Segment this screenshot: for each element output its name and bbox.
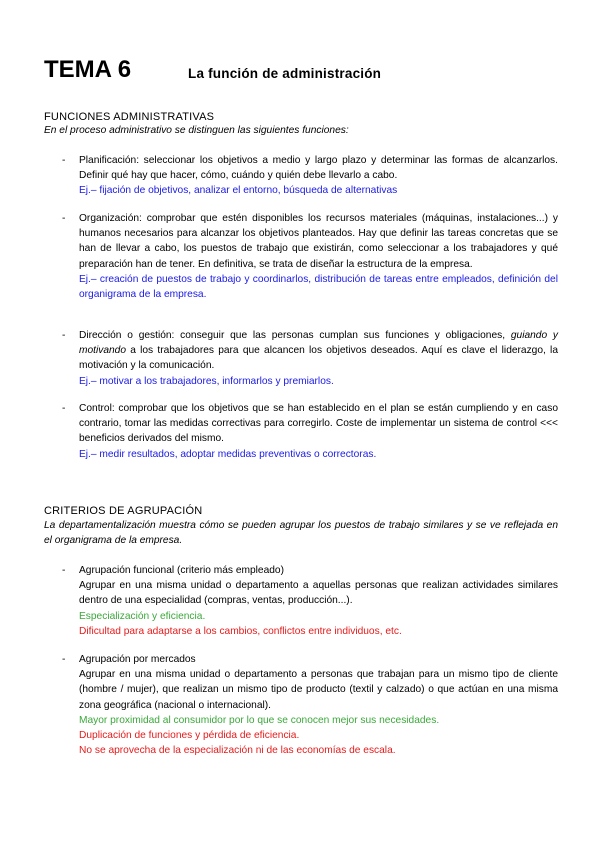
bullet-dash: - <box>62 213 66 224</box>
item-description: Control: comprobar que los objetivos que se han establecido en el plan se están cumpliendo y en caso contrario, tomar las medidas correctivas para corregirlo. Coste de implementar un sistema de control <<< beneficios derivados del mismo. <box>79 403 558 445</box>
item-text-end: a los trabajadores para que alcancen los objetivos deseados. Aquí es clave el liderazgo, la motivación y la comunicación. <box>79 345 558 372</box>
section-intro-funciones: En el proceso administrativo se distinguen las siguientes funciones: <box>44 125 349 136</box>
item-text-start: Dirección o gestión: conseguir que las personas cumplan sus funciones y obligaciones, <box>79 330 506 341</box>
item-description: Agrupar en una misma unidad o departamento a personas que trabajan para un mismo tipo de cliente (hombre / mujer), que realizan un mismo tipo de producto (textil y calzado) o que actúan en una misma zona geográfica (nacional o internacional). <box>79 669 558 711</box>
list-item-planificacion <box>62 153 558 199</box>
list-item-agrupacion-funcional <box>62 563 558 639</box>
item-example: Ej.– creación de puestos de trabajo y coordinarlos, distribución de tareas entre empleados, definición del organigrama de la empresa. <box>79 273 558 301</box>
item-example: Ej.– motivar a los trabajadores, informarlos y premiarlos. <box>79 375 334 387</box>
item-disadvantage: Dificultad para adaptarse a los cambios, conflictos entre individuos, etc. <box>79 625 402 637</box>
item-disadvantage: No se aprovecha de la especialización ni de las economías de escala. <box>79 745 396 757</box>
bullet-dash: - <box>62 330 66 341</box>
item-text-emphasis: guiando y motivando <box>79 330 558 357</box>
bullet-dash: - <box>62 565 66 576</box>
topic-number: TEMA 6 <box>44 56 132 83</box>
list-item-control <box>62 401 558 462</box>
item-advantage: Mayor proximidad al consumidor por lo que se conocen mejor sus necesidades. <box>79 714 440 726</box>
item-advantage: Especialización y eficiencia. <box>79 610 206 622</box>
item-description: Agrupar en una misma unidad o departamento a aquellas personas que realizan actividades similares dentro de una especialidad (compras, ventas, producción...). <box>79 580 558 607</box>
item-example: Ej.– medir resultados, adoptar medidas preventivas o correctoras. <box>79 448 377 460</box>
section-heading-funciones: FUNCIONES ADMINISTRATIVAS <box>44 111 215 123</box>
item-description: Planificación: seleccionar los objetivos a medio y largo plazo y determinar las formas de alcanzarlos. Definir qué hay que hacer, cómo, cuándo y quién debe llevarlo a cabo. <box>79 155 558 182</box>
bullet-dash: - <box>62 403 66 414</box>
item-title: Agrupación por mercados <box>79 654 196 665</box>
section-heading-criterios: CRITERIOS DE AGRUPACIÓN <box>44 505 203 517</box>
list-item-direccion <box>62 328 558 389</box>
item-description <box>79 328 558 374</box>
bullet-dash: - <box>62 654 66 665</box>
item-description: Organización: comprobar que estén disponibles los recursos materiales (máquinas, instalaciones...) y humanos necesarios para alcanzar los objetivos planteados. Hay que definir las tareas concretas que se han de llevar a cabo, los puestos de trabajo que existirán, como seleccionar a los trabajadores y qué preparación han de tener. En definitiva, se trata de diseñar la estructura de la empresa. <box>79 213 558 270</box>
topic-title: La función de administración <box>188 66 382 81</box>
item-disadvantage: Duplicación de funciones y pérdida de eficiencia. <box>79 730 300 742</box>
item-title: Agrupación funcional (criterio más empleado) <box>79 565 284 576</box>
document-header <box>44 56 564 92</box>
bullet-dash: - <box>62 155 66 166</box>
item-example: Ej.– fijación de objetivos, analizar el entorno, búsqueda de alternativas <box>79 185 398 197</box>
section-intro-criterios: La departamentalización muestra cómo se pueden agrupar los puestos de trabajo similares y se ve reflejada en el organigrama de la empresa. <box>44 520 558 546</box>
list-item-agrupacion-mercados <box>62 652 558 758</box>
list-item-organizacion <box>62 211 558 302</box>
